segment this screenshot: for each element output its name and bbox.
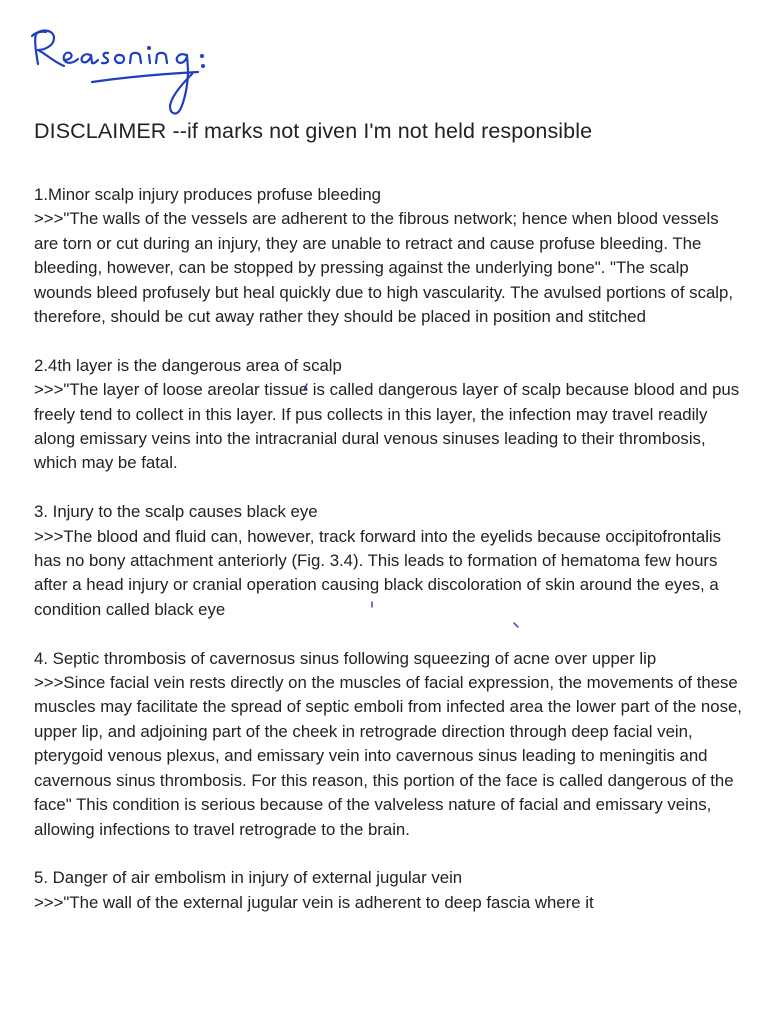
reason-heading: 5. Danger of air embolism in injury of external jugular vein <box>34 868 463 888</box>
reason-item-5 <box>34 866 746 915</box>
document-body <box>34 183 746 940</box>
reason-explanation: >>>The blood and fluid can, however, track forward into the eyelids because occipitofrontalis has no bony attachment anteriorly (Fig. 3.4). This leads to formation of hematoma few hours after a head injury or cranial operation causing black discoloration of skin around the eyes, a condition called black eye <box>34 526 722 619</box>
reason-item-4 <box>34 647 746 842</box>
reason-explanation: >>>Since facial vein rests directly on the muscles of facial expression, the movements of these muscles may facilitate the spread of septic emboli from infected area the lower part of the nose, upper lip, and adjoining part of the cheek in retrograde direction through deep facial vein, pterygoid venous plexus, and emissary vein into cavernous sinus leading to meningitis and cavernous sinus thrombosis. For this reason, this portion of the face is called dangerous of the face" This condition is serious because of the valveless nature of facial and emissary veins, allowing infections to travel retrograde to the brain. <box>34 673 742 839</box>
reason-heading: 3. Injury to the scalp causes black eye <box>34 502 318 522</box>
disclaimer-heading: DISCLAIMER --if marks not given I'm not held responsible <box>34 119 593 143</box>
handwritten-reasoning-annotation <box>20 22 220 122</box>
reason-item-3 <box>34 500 746 622</box>
reason-explanation: >>>"The walls of the vessels are adherent to the fibrous network; hence when blood vessels are torn or cut during an injury, they are unable to retract and cause profuse bleeding. The bleeding, however, can be stopped by pressing against the underlying bone". "The scalp wounds bleed profusely but heal quickly due to high vascularity. The avulsed portions of scalp, therefore, should be cut away rather they should be placed in position and stitched <box>34 209 734 327</box>
reason-item-2 <box>34 354 746 476</box>
reason-item-1 <box>34 183 746 329</box>
reason-explanation: >>>"The layer of loose areolar tissue is called dangerous layer of scalp because blood and pus freely tend to collect in this layer. If pus collects in this layer, the infection may travel readily along emissary veins into the intracranial dural venous sinuses leading to their thrombosis, which may be fatal. <box>34 380 740 473</box>
reason-heading: 1.Minor scalp injury produces profuse bleeding <box>34 185 382 204</box>
reason-explanation: >>>"The wall of the external jugular vein is adherent to deep fascia where it <box>34 892 594 912</box>
reason-heading: 2.4th layer is the dangerous area of scalp <box>34 355 342 375</box>
reason-heading: 4. Septic thrombosis of cavernosus sinus following squeezing of acne over upper lip <box>34 648 657 668</box>
